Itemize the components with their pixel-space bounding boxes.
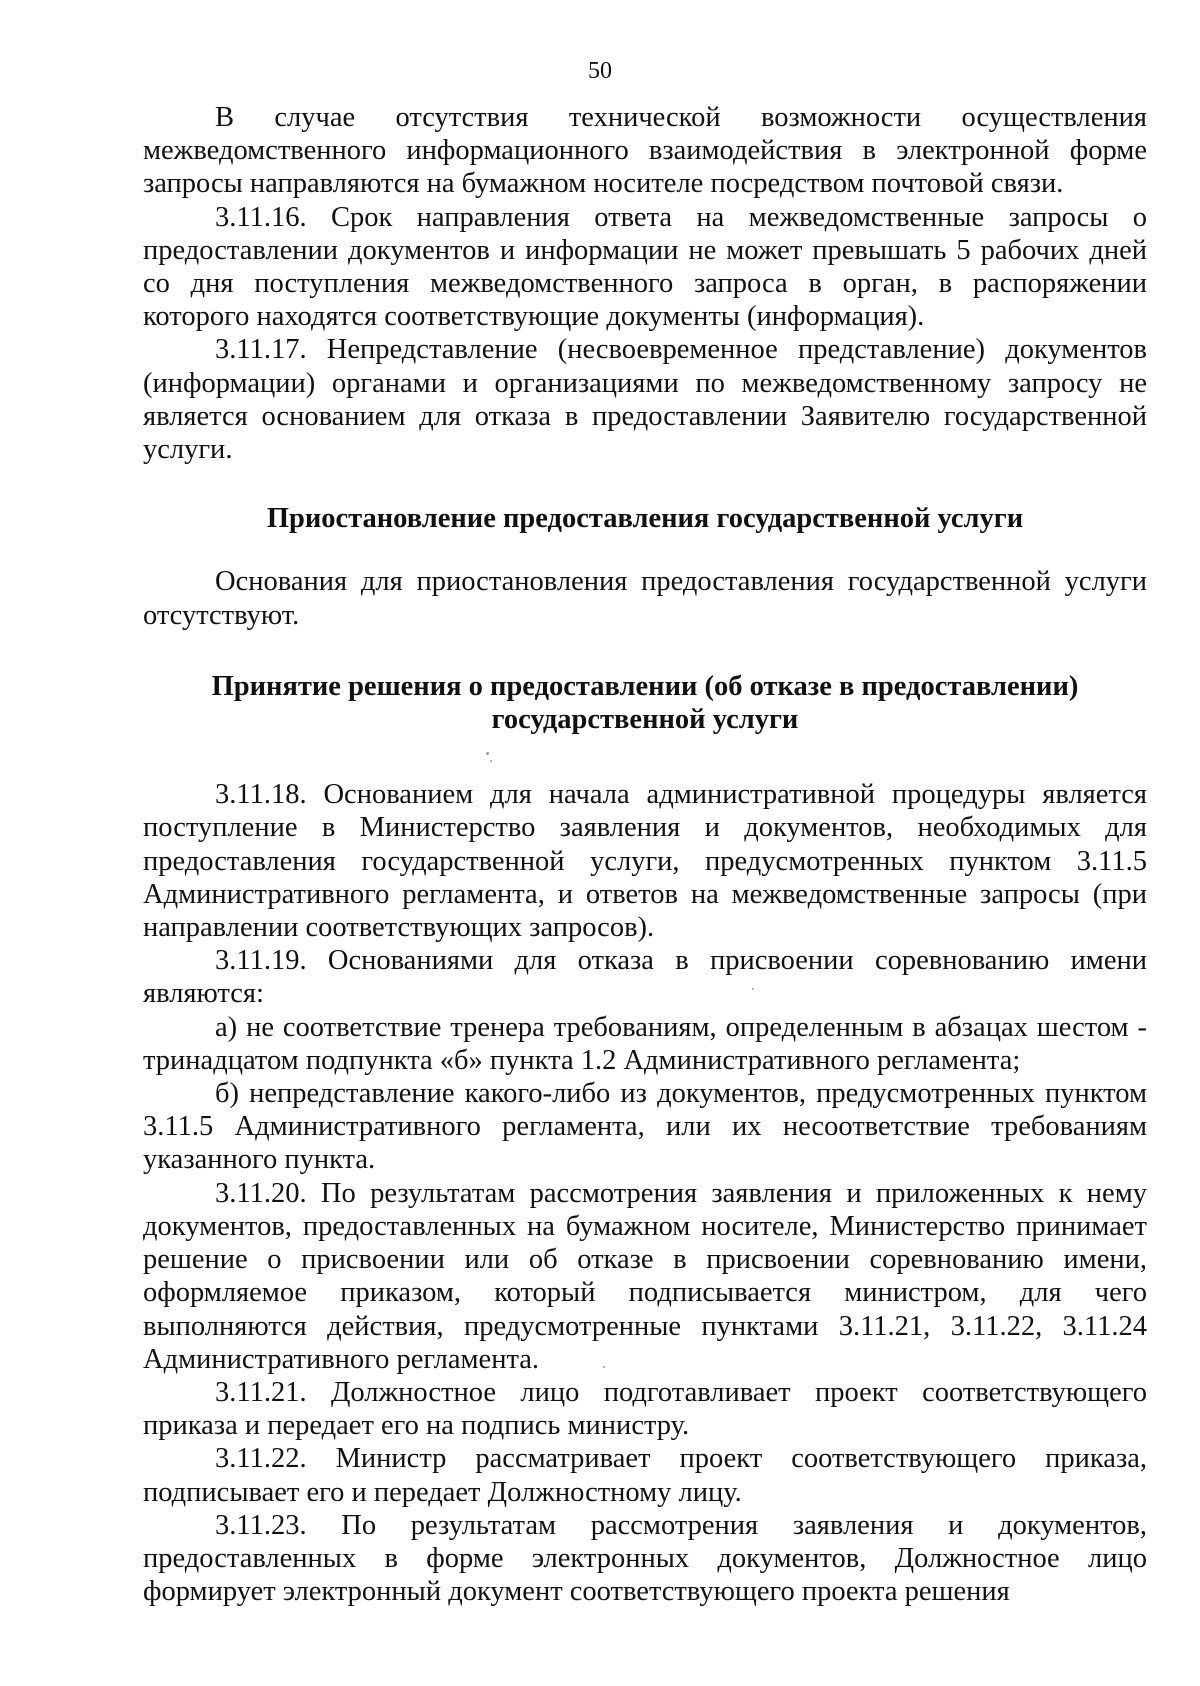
paragraph-item-b: б) непредставление какого-либо из документов, предусмотренных пунктом 3.11.5 Административного регламента, или их несоответствие требованиям указанного пункта. [143,1078,1147,1176]
paragraph-3-11-23: 3.11.23. По результатам рассмотрения заявления и документов, предоставленных в форме электронных документов, Должностное лицо формирует электронный документ соответствующего проекта решения [143,1509,1147,1608]
paragraph-3-11-16: 3.11.16. Срок направления ответа на межведомственные запросы о предоставлении документов и информации не может превышать 5 рабочих дней со дня поступления межведомственного запроса в орган, в распоряжении которого находятся соответствующие документы (информация). [143,201,1147,333]
paragraph-3-11-21: 3.11.21. Должностное лицо подготавливает проект соответствующего приказа и передает его на подпись министру. [143,1376,1147,1442]
heading-suspension: Приостановление предоставления государственной услуги [266,503,1024,535]
paragraph-paper-requests: В случае отсутствия технической возможности осуществления межведомственного информационного взаимодействия в электронной форме запросы направляются на бумажном носителе посредством почтовой связи. [143,102,1147,200]
page-number: 50 [588,58,612,84]
heading-decision: Принятие решения о предоставлении (об отказе в предоставлении) государственной услуги [211,670,1079,736]
paragraph-3-11-22: 3.11.22. Министр рассматривает проект соответствующего приказа, подписывает его и передает Должностному лицу. [143,1443,1147,1508]
paragraph-item-a: а) не соответствие тренера требованиям, определенным в абзацах шестом - тринадцатом подпункта «б» пункта 1.2 Административного регламента; [143,1011,1147,1076]
scan-speck [486,752,489,755]
paragraph-3-11-18: 3.11.18. Основанием для начала административной процедуры является поступление в Министерство заявления и документов, необходимых для предоставления государственной услуги, предусмотренных пунктом 3.11.5 Административного регламента, и ответов на межведомственные запросы (при направлении соответствующих запросов). [143,779,1147,944]
paragraph-3-11-20: 3.11.20. По результатам рассмотрения заявления и приложенных к нему документов, предоставленных на бумажном носителе, Министерство принимает решение о присвоении или об отказе в присвоении соревнованию имени, оформляемое приказом, который подписывается министром, для чего выполняются действия, предусмотренные пунктами 3.11.21, 3.11.22, 3.11.24 Административного регламента. [143,1177,1147,1375]
scan-speck [490,760,492,762]
paragraph-suspension-grounds: Основания для приостановления предоставления государственной услуги отсутствуют. [143,566,1147,631]
scan-speck [603,1366,605,1368]
scan-speck [752,988,754,990]
paragraph-3-11-19: 3.11.19. Основаниями для отказа в присвоении соревнованию имени являются: [143,945,1147,1010]
paragraph-3-11-17: 3.11.17. Непредставление (несвоевременное представление) документов (информации) органами и организациями по межведомственному запросу не является основанием для отказа в предоставлении Заявителю государственной услуги. [143,334,1147,466]
document-body [143,101,1147,1608]
